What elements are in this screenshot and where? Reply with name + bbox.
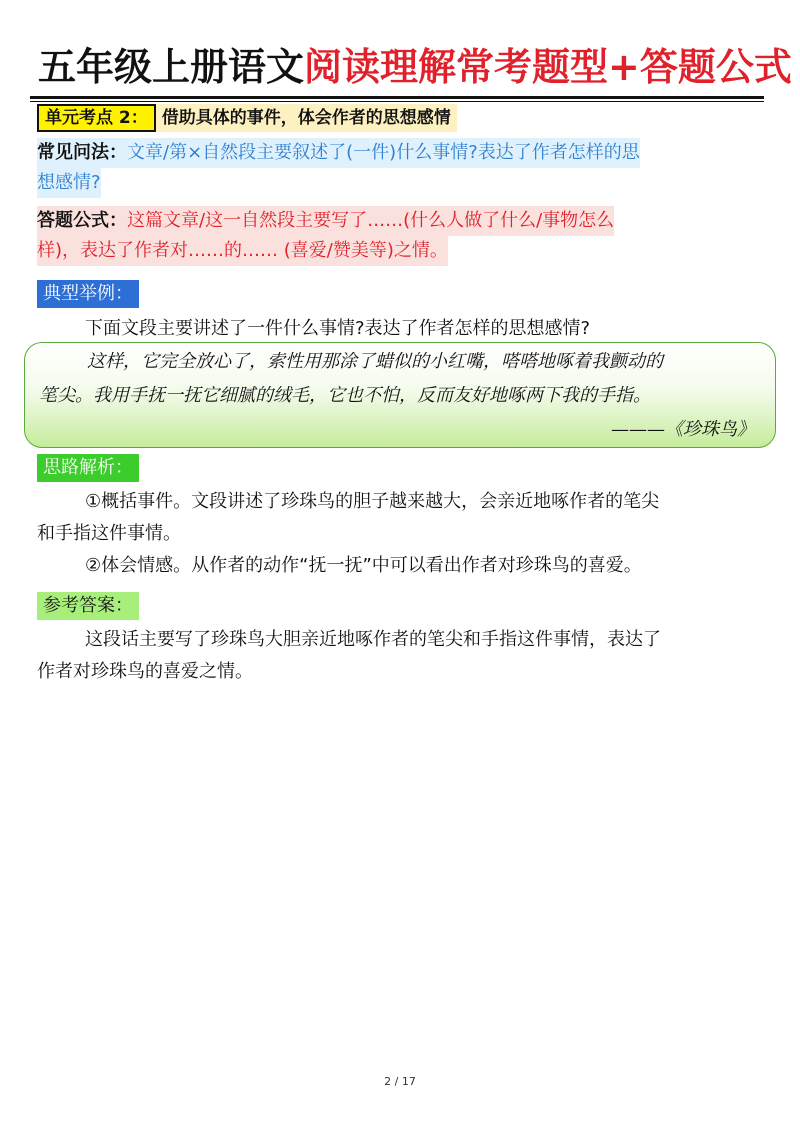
analysis-p1-line-1: ①概括事件。文段讲述了珍珠鸟的胆子越来越大，会亲近地啄作者的笔尖 xyxy=(85,491,660,512)
analysis-label: 思路解析： xyxy=(37,454,139,482)
analysis-p2-line-1: ②体会情感。从作者的动作“抚一抚”中可以看出作者对珍珠鸟的喜爱。 xyxy=(85,555,642,576)
question-method-text-2: 想感情? xyxy=(37,172,101,193)
question-method-block xyxy=(37,138,762,198)
question-method-label: 常见问法： xyxy=(37,142,127,163)
answer-formula-text-1: 这篇文章/这一自然段主要写了……(什么人做了什么/事物怎么 xyxy=(127,210,615,231)
reference-text xyxy=(37,624,762,688)
page-title-black: 五年级上册语文 xyxy=(38,45,305,89)
reference-line-1: 这段话主要写了珍珠鸟大胆亲近地啄作者的笔尖和手指这件事情，表达了 xyxy=(85,629,661,650)
unit-point-label: 单元考点 2： xyxy=(37,104,156,132)
reference-line-2: 作者对珍珠鸟的喜爱之情。 xyxy=(37,661,253,682)
title-rule-thin xyxy=(30,101,764,102)
answer-formula-line-1 xyxy=(37,206,614,236)
example-question: 下面文段主要讲述了一件什么事情?表达了作者怎样的思想感情? xyxy=(85,318,591,339)
answer-formula-line-2 xyxy=(37,236,448,266)
question-method-text-1: 文章/第×自然段主要叙述了(一件)什么事情?表达了作者怎样的思 xyxy=(127,142,640,163)
unit-point-row xyxy=(37,104,457,132)
answer-formula-block xyxy=(37,206,762,266)
answer-formula-text-2: 样)，表达了作者对……的…… (喜爱/赞美等)之情。 xyxy=(37,240,448,261)
page-number: 2 / 17 xyxy=(384,1075,416,1088)
page-title-red: 阅读理解常考题型+答题公式 xyxy=(304,45,792,89)
reference-label: 参考答案： xyxy=(37,592,139,620)
excerpt-source: ———《珍珠鸟》 xyxy=(611,419,755,440)
excerpt-line-1: 这样，它完全放心了，索性用那涂了蜡似的小红嘴，嗒嗒地啄着我颤动的 xyxy=(87,351,663,372)
analysis-text xyxy=(37,486,762,582)
example-label: 典型举例： xyxy=(37,280,139,308)
excerpt-box xyxy=(24,342,776,448)
question-method-line-1 xyxy=(37,138,640,168)
unit-point-text: 借助具体的事件，体会作者的思想感情 xyxy=(156,104,457,132)
excerpt-line-2: 笔尖。我用手抚一抚它细腻的绒毛，它也不怕，反而友好地啄两下我的手指。 xyxy=(39,385,651,406)
page-title xyxy=(38,38,792,96)
title-rule-thick xyxy=(30,96,764,99)
answer-formula-label: 答题公式： xyxy=(37,210,127,231)
question-method-line-2 xyxy=(37,168,101,198)
analysis-p1-line-2: 和手指这件事情。 xyxy=(37,523,181,544)
